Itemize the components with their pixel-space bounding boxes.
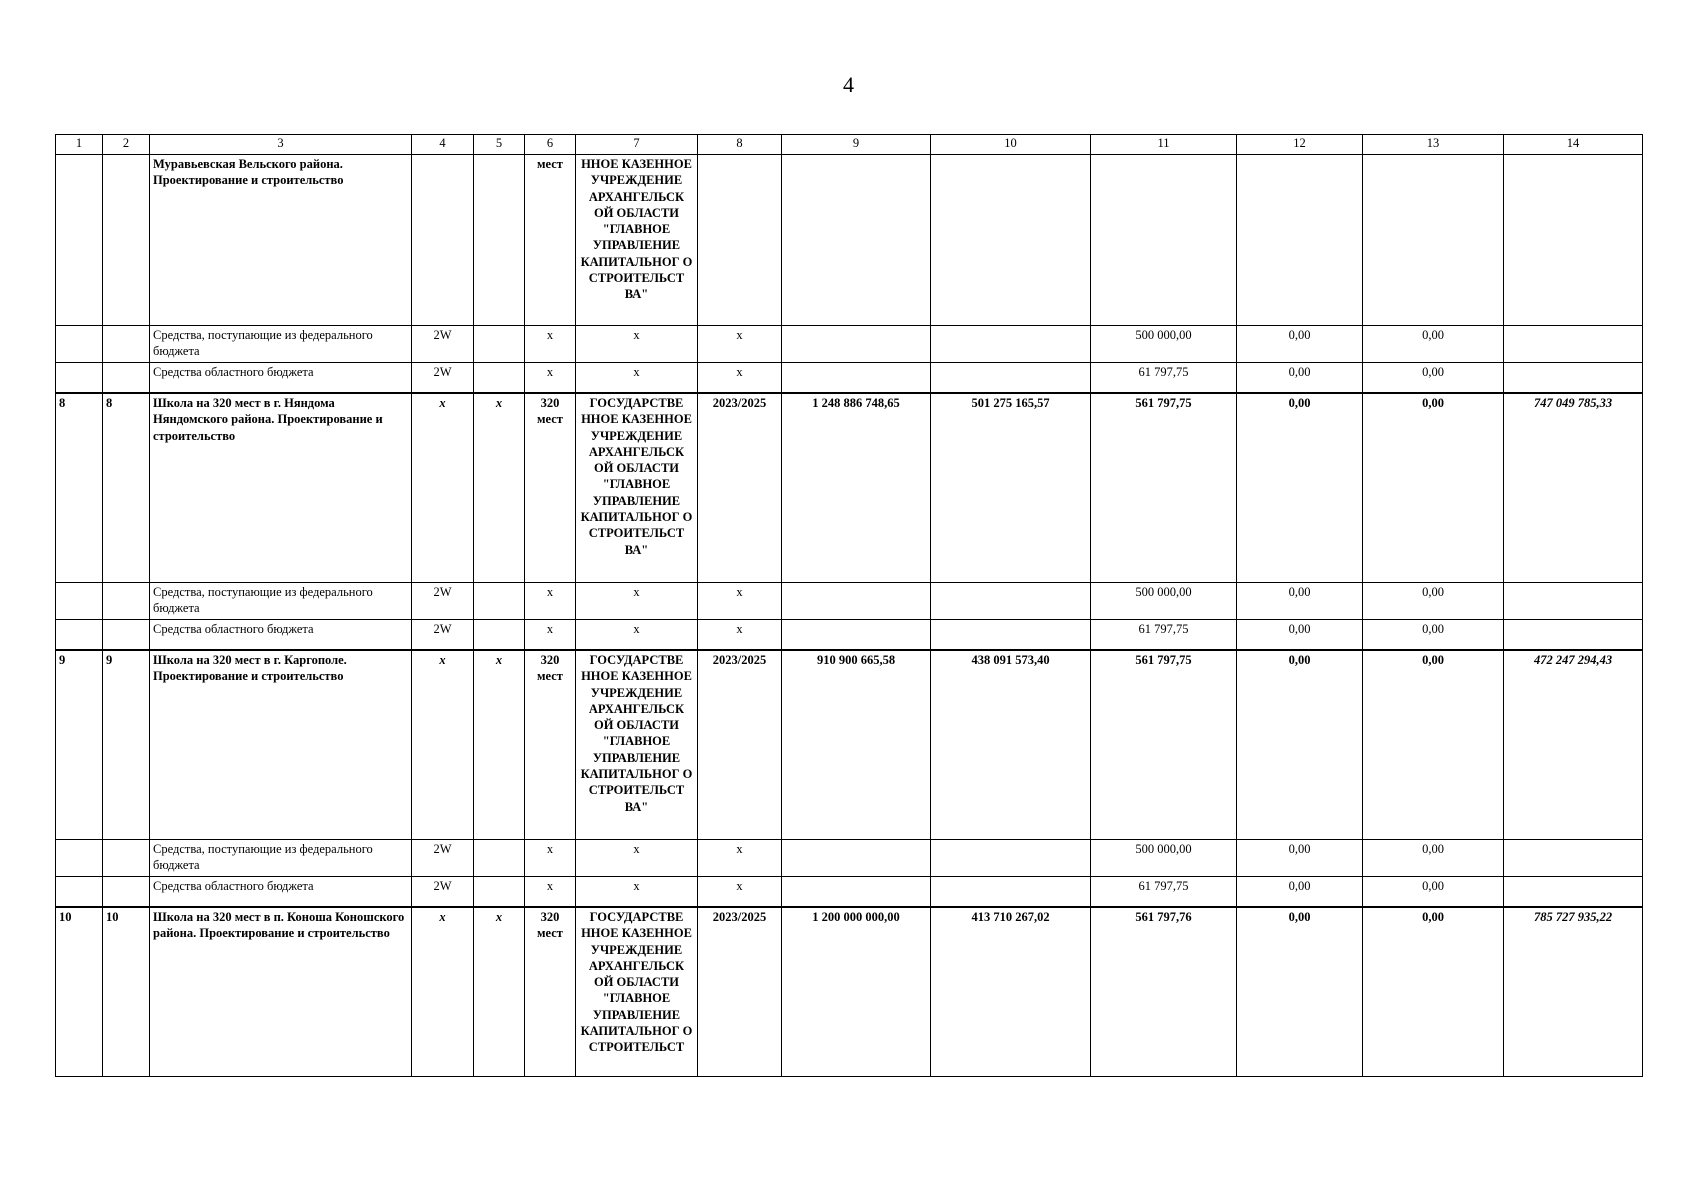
code-cell: x (412, 650, 474, 840)
year-3-amount-cell: 0,00 (1363, 877, 1504, 908)
code-cell: x (412, 907, 474, 1077)
period-cell: x (698, 363, 782, 394)
customer-cell: ГОСУДАРСТВЕ ННОЕ КАЗЕННОЕ УЧРЕЖДЕНИЕ АРХАНГЕЛЬСК ОЙ ОБЛАСТИ "ГЛАВНОЕ УПРАВЛЕНИЕ КАПИТАЛЬНОГ О СТРОИТЕЛЬСТ ВА" (576, 650, 698, 840)
capacity-cell: x (525, 326, 576, 363)
funding-source-row (56, 326, 1643, 363)
col-5-cell (474, 583, 525, 620)
row-number-cell (56, 840, 103, 877)
code-cell: 2W (412, 620, 474, 651)
col-5-cell (474, 877, 525, 908)
year-3-amount-cell: 0,00 (1363, 650, 1504, 840)
financed-amount-cell (931, 840, 1091, 877)
customer-cell: x (576, 363, 698, 394)
year-2-amount-cell: 0,00 (1237, 363, 1363, 394)
col-5-cell: x (474, 650, 525, 840)
customer-cell: x (576, 620, 698, 651)
object-name-cell: Средства областного бюджета (150, 620, 412, 651)
year-3-amount-cell: 0,00 (1363, 620, 1504, 651)
financed-amount-cell: 501 275 165,57 (931, 393, 1091, 583)
year-1-amount-cell: 500 000,00 (1091, 326, 1237, 363)
capacity-cell: x (525, 363, 576, 394)
period-cell: x (698, 620, 782, 651)
estimated-cost-cell: 1 248 886 748,65 (782, 393, 931, 583)
year-2-amount-cell: 0,00 (1237, 907, 1363, 1077)
column-number-1: 1 (56, 135, 103, 155)
item-number-cell (103, 840, 150, 877)
customer-cell: x (576, 877, 698, 908)
column-number-12: 12 (1237, 135, 1363, 155)
project-row (56, 907, 1643, 1077)
period-cell: 2023/2025 (698, 907, 782, 1077)
remaining-amount-cell (1504, 877, 1643, 908)
col-5-cell (474, 840, 525, 877)
object-name-cell: Средства, поступающие из федерального бюджета (150, 583, 412, 620)
row-number-cell (56, 583, 103, 620)
estimated-cost-cell: 1 200 000 000,00 (782, 907, 931, 1077)
financed-amount-cell: 438 091 573,40 (931, 650, 1091, 840)
object-name-cell: Средства областного бюджета (150, 363, 412, 394)
year-1-amount-cell: 561 797,76 (1091, 907, 1237, 1077)
code-cell: 2W (412, 583, 474, 620)
year-1-amount-cell: 61 797,75 (1091, 363, 1237, 394)
customer-cell: ННОЕ КАЗЕННОЕ УЧРЕЖДЕНИЕ АРХАНГЕЛЬСК ОЙ ОБЛАСТИ "ГЛАВНОЕ УПРАВЛЕНИЕ КАПИТАЛЬНОГ О СТРОИТЕЛЬСТ ВА" (576, 155, 698, 326)
column-number-4: 4 (412, 135, 474, 155)
item-number-cell (103, 877, 150, 908)
financed-amount-cell: 413 710 267,02 (931, 907, 1091, 1077)
period-cell: x (698, 583, 782, 620)
item-number-cell (103, 363, 150, 394)
year-2-amount-cell: 0,00 (1237, 326, 1363, 363)
column-number-5: 5 (474, 135, 525, 155)
remaining-amount-cell: 747 049 785,33 (1504, 393, 1643, 583)
capacity-cell: x (525, 620, 576, 651)
customer-cell: ГОСУДАРСТВЕ ННОЕ КАЗЕННОЕ УЧРЕЖДЕНИЕ АРХАНГЕЛЬСК ОЙ ОБЛАСТИ "ГЛАВНОЕ УПРАВЛЕНИЕ КАПИТАЛЬНОГ О СТРОИТЕЛЬСТ (576, 907, 698, 1077)
object-name-cell: Средства, поступающие из федерального бюджета (150, 326, 412, 363)
year-3-amount-cell: 0,00 (1363, 326, 1504, 363)
funding-source-row (56, 840, 1643, 877)
year-3-amount-cell: 0,00 (1363, 583, 1504, 620)
object-name-cell: Школа на 320 мест в п. Коноша Коношского района. Проектирование и строительство (150, 907, 412, 1077)
object-name-cell: Школа на 320 мест в г. Няндома Няндомского района. Проектирование и строительство (150, 393, 412, 583)
year-1-amount-cell (1091, 155, 1237, 326)
funding-source-row (56, 877, 1643, 908)
col-5-cell: x (474, 393, 525, 583)
code-cell (412, 155, 474, 326)
remaining-amount-cell: 472 247 294,43 (1504, 650, 1643, 840)
object-name-cell: Муравьевская Вельского района. Проектирование и строительство (150, 155, 412, 326)
capacity-cell: 320 мест (525, 907, 576, 1077)
object-name-cell: Школа на 320 мест в г. Каргополе. Проектирование и строительство (150, 650, 412, 840)
estimated-cost-cell (782, 840, 931, 877)
col-5-cell (474, 326, 525, 363)
year-2-amount-cell: 0,00 (1237, 393, 1363, 583)
year-1-amount-cell: 500 000,00 (1091, 840, 1237, 877)
col-5-cell (474, 155, 525, 326)
year-1-amount-cell: 61 797,75 (1091, 877, 1237, 908)
funding-source-row (56, 583, 1643, 620)
page-number: 4 (843, 72, 854, 97)
estimated-cost-cell (782, 583, 931, 620)
project-row (56, 155, 1643, 326)
year-1-amount-cell: 61 797,75 (1091, 620, 1237, 651)
column-number-14: 14 (1504, 135, 1643, 155)
column-number-10: 10 (931, 135, 1091, 155)
remaining-amount-cell (1504, 155, 1643, 326)
row-number-cell: 9 (56, 650, 103, 840)
col-5-cell (474, 363, 525, 394)
object-name-cell: Средства областного бюджета (150, 877, 412, 908)
capacity-cell: x (525, 583, 576, 620)
item-number-cell: 10 (103, 907, 150, 1077)
remaining-amount-cell (1504, 583, 1643, 620)
funding-source-row (56, 620, 1643, 651)
capacity-cell: x (525, 840, 576, 877)
customer-cell: x (576, 840, 698, 877)
year-2-amount-cell: 0,00 (1237, 877, 1363, 908)
financed-amount-cell (931, 583, 1091, 620)
project-row (56, 393, 1643, 583)
estimated-cost-cell (782, 155, 931, 326)
remaining-amount-cell (1504, 363, 1643, 394)
estimated-cost-cell: 910 900 665,58 (782, 650, 931, 840)
period-cell (698, 155, 782, 326)
row-number-cell (56, 877, 103, 908)
row-number-cell (56, 363, 103, 394)
estimated-cost-cell (782, 620, 931, 651)
capacity-cell: 320 мест (525, 650, 576, 840)
year-2-amount-cell: 0,00 (1237, 840, 1363, 877)
year-3-amount-cell (1363, 155, 1504, 326)
code-cell: 2W (412, 840, 474, 877)
column-number-6: 6 (525, 135, 576, 155)
customer-cell: x (576, 326, 698, 363)
estimated-cost-cell (782, 326, 931, 363)
financed-amount-cell (931, 363, 1091, 394)
row-number-cell: 8 (56, 393, 103, 583)
column-number-3: 3 (150, 135, 412, 155)
col-5-cell: x (474, 907, 525, 1077)
year-3-amount-cell: 0,00 (1363, 393, 1504, 583)
row-number-cell: 10 (56, 907, 103, 1077)
code-cell: 2W (412, 363, 474, 394)
object-name-cell: Средства, поступающие из федерального бюджета (150, 840, 412, 877)
year-2-amount-cell: 0,00 (1237, 650, 1363, 840)
year-3-amount-cell: 0,00 (1363, 363, 1504, 394)
estimated-cost-cell (782, 363, 931, 394)
column-number-7: 7 (576, 135, 698, 155)
budget-table (55, 134, 1643, 1077)
column-number-header-row (56, 135, 1643, 155)
capacity-cell: 320 мест (525, 393, 576, 583)
year-3-amount-cell: 0,00 (1363, 840, 1504, 877)
code-cell: x (412, 393, 474, 583)
row-number-cell (56, 155, 103, 326)
period-cell: 2023/2025 (698, 393, 782, 583)
estimated-cost-cell (782, 877, 931, 908)
column-number-13: 13 (1363, 135, 1504, 155)
customer-cell: ГОСУДАРСТВЕ ННОЕ КАЗЕННОЕ УЧРЕЖДЕНИЕ АРХАНГЕЛЬСК ОЙ ОБЛАСТИ "ГЛАВНОЕ УПРАВЛЕНИЕ КАПИТАЛЬНОГ О СТРОИТЕЛЬСТ ВА" (576, 393, 698, 583)
item-number-cell (103, 326, 150, 363)
column-number-2: 2 (103, 135, 150, 155)
remaining-amount-cell (1504, 620, 1643, 651)
column-number-8: 8 (698, 135, 782, 155)
year-3-amount-cell: 0,00 (1363, 907, 1504, 1077)
period-cell: x (698, 840, 782, 877)
funding-source-row (56, 363, 1643, 394)
row-number-cell (56, 620, 103, 651)
item-number-cell (103, 583, 150, 620)
year-1-amount-cell: 500 000,00 (1091, 583, 1237, 620)
year-2-amount-cell (1237, 155, 1363, 326)
financed-amount-cell (931, 155, 1091, 326)
year-2-amount-cell: 0,00 (1237, 620, 1363, 651)
column-number-9: 9 (782, 135, 931, 155)
financed-amount-cell (931, 877, 1091, 908)
row-number-cell (56, 326, 103, 363)
year-2-amount-cell: 0,00 (1237, 583, 1363, 620)
item-number-cell: 9 (103, 650, 150, 840)
period-cell: x (698, 326, 782, 363)
capacity-cell: мест (525, 155, 576, 326)
item-number-cell: 8 (103, 393, 150, 583)
code-cell: 2W (412, 326, 474, 363)
column-number-11: 11 (1091, 135, 1237, 155)
year-1-amount-cell: 561 797,75 (1091, 393, 1237, 583)
item-number-cell (103, 620, 150, 651)
year-1-amount-cell: 561 797,75 (1091, 650, 1237, 840)
remaining-amount-cell (1504, 326, 1643, 363)
code-cell: 2W (412, 877, 474, 908)
capacity-cell: x (525, 877, 576, 908)
customer-cell: x (576, 583, 698, 620)
period-cell: x (698, 877, 782, 908)
financed-amount-cell (931, 620, 1091, 651)
remaining-amount-cell (1504, 840, 1643, 877)
remaining-amount-cell: 785 727 935,22 (1504, 907, 1643, 1077)
item-number-cell (103, 155, 150, 326)
col-5-cell (474, 620, 525, 651)
project-row (56, 650, 1643, 840)
period-cell: 2023/2025 (698, 650, 782, 840)
financed-amount-cell (931, 326, 1091, 363)
